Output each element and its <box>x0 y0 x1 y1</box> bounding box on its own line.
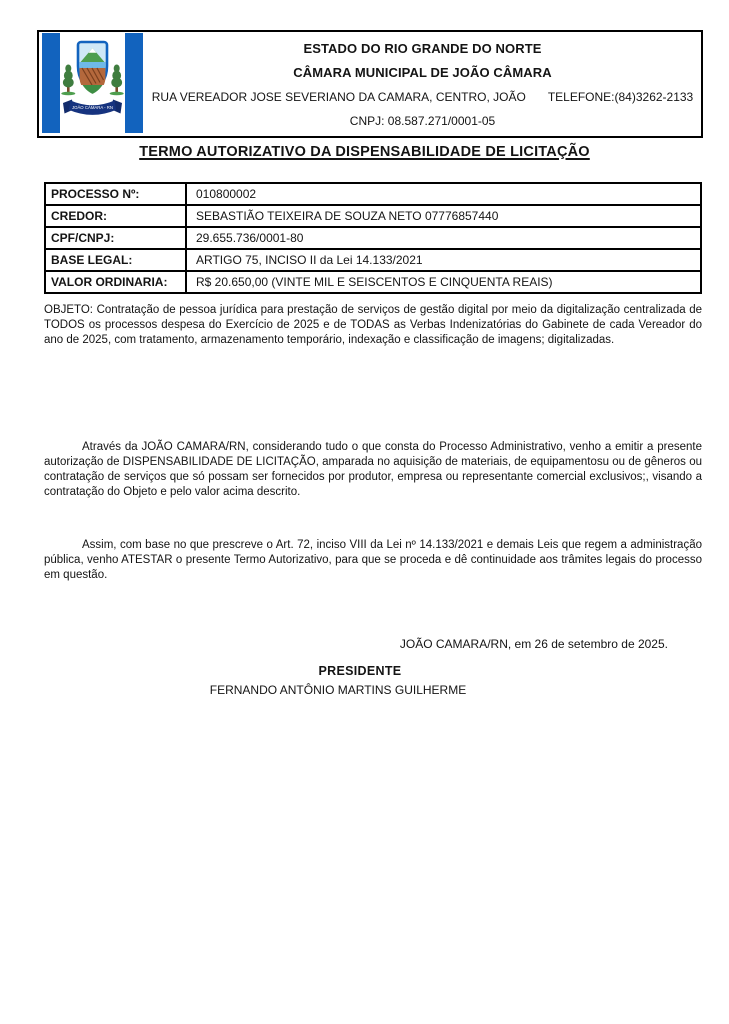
signature-role: PRESIDENTE <box>318 664 402 678</box>
table-row <box>45 205 701 227</box>
ribbon-text: JOÃO CÂMARA - RN <box>71 104 114 110</box>
letterhead <box>37 30 703 138</box>
letterhead-text <box>144 32 701 136</box>
row-label: CREDOR: <box>45 205 186 227</box>
phone-text: TELEFONE:(84)3262-2133 <box>547 90 694 104</box>
cnpj-line: CNPJ: 08.587.271/0001-05 <box>349 114 496 128</box>
entity-name: CÂMARA MUNICIPAL DE JOÃO CÂMARA <box>293 65 552 80</box>
row-label: VALOR ORDINARIA: <box>45 271 186 293</box>
signature-name: FERNANDO ANTÔNIO MARTINS GUILHERME <box>209 683 467 697</box>
municipality-flag-logo <box>41 33 144 133</box>
paragraph-assim: Assim, com base no que prescreve o Art. 72, inciso VIII da Lei nº 14.133/2021 e demais Leis que regem a administração pública, venho ATESTAR o presente Termo Autorizativo, para que se proceda e dê continuidade aos trâmites legais do processo em questão. <box>44 539 702 582</box>
row-value: 010800002 <box>186 183 701 205</box>
table-row <box>45 271 701 293</box>
address-line <box>144 85 701 109</box>
process-info-table <box>44 182 702 294</box>
row-label: BASE LEGAL: <box>45 249 186 271</box>
coat-of-arms-icon <box>41 33 144 133</box>
state-name: ESTADO DO RIO GRANDE DO NORTE <box>303 41 542 56</box>
row-value: 29.655.736/0001-80 <box>186 227 701 249</box>
paragraph-atraves: Através da JOÃO CAMARA/RN, considerando tudo o que consta do Processo Administrativo, venho a emitir a presente autorização de DISPENSABILIDADE DE LICITAÇÃO, amparada no aquisição de materiais, de equipamentosu ou de gêneros ou contratação de serviços que só possam ser fornecidos por produtor, empresa ou representante comercial exclusivos;, visando a contratação do Objeto e pelo valor acima descrito. <box>44 441 702 499</box>
date-line: JOÃO CAMARA/RN, em 26 de setembro de 2025. <box>399 637 668 651</box>
document-title: TERMO AUTORIZATIVO DA DISPENSABILIDADE DE LICITAÇÃO <box>139 144 590 160</box>
row-value: SEBASTIÃO TEIXEIRA DE SOUZA NETO 07776857440 <box>186 205 701 227</box>
row-value: R$ 20.650,00 (VINTE MIL E SEISCENTOS E CINQUENTA REAIS) <box>186 271 701 293</box>
paragraph-objeto: OBJETO: Contratação de pessoa jurídica para prestação de serviços de gestão digital por meio da digitalização centralizada de TODOS os processos despesa do Exercício de 2025 e de TODAS as Verbas Indenizatórias do Gabinete de cada Vereador do ano de 2025, com tratamento, armazenamento temporário, indexação e classificação de imagens; digitalizadas. <box>44 304 702 347</box>
row-label: PROCESSO Nº: <box>45 183 186 205</box>
table-row <box>45 183 701 205</box>
table-row <box>45 227 701 249</box>
table-row <box>45 249 701 271</box>
row-label: CPF/CNPJ: <box>45 227 186 249</box>
row-value: ARTIGO 75, INCISO II da Lei 14.133/2021 <box>186 249 701 271</box>
address-text: RUA VEREADOR JOSE SEVERIANO DA CAMARA, CENTRO, JOÃO <box>151 90 526 104</box>
